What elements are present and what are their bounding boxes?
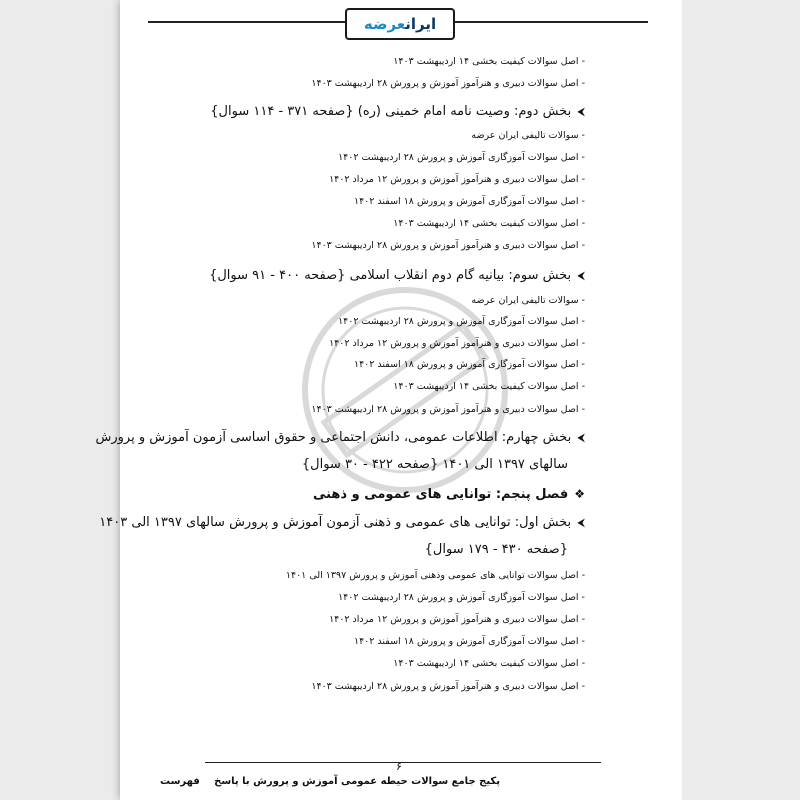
toc-text: بخش اول: توانایی های عمومی و ذهنی آزمون آموزش و پرورش سالهای ۱۳۹۷ الی ۱۴۰۳	[99, 515, 572, 530]
toc-subitem	[286, 570, 585, 581]
toc-subitem	[329, 614, 585, 625]
toc-text: - اصل سوالات دبیری و هنرآموز آموزش و پرورش ۲۸ اردیبهشت ۱۴۰۳	[311, 240, 585, 251]
toc-subitem	[311, 681, 585, 692]
toc-subitem	[311, 78, 585, 89]
toc-text: - اصل سوالات کیفیت بخشی ۱۴ اردیبهشت ۱۴۰۳	[393, 218, 585, 229]
toc-text: - اصل سوالات آموزگاری آموزش و پرورش ۱۸ اسفند ۱۴۰۲	[353, 636, 585, 647]
toc-text: - اصل سوالات کیفیت بخشی ۱۴ اردیبهشت ۱۴۰۳	[393, 658, 585, 669]
toc-text: - سوالات تالیفی ایران عرضه	[471, 295, 585, 306]
toc-text: - اصل سوالات توانایی های عمومی وذهنی آموزش و پرورش ۱۳۹۷ الی ۱۴۰۱	[285, 570, 585, 581]
toc-subitem	[393, 218, 585, 229]
toc-subitem	[471, 295, 585, 306]
toc-text: {صفحه ۴۳۰ - ۱۷۹ سوال}	[424, 542, 568, 557]
toc-subitem	[354, 196, 585, 207]
toc-text: - اصل سوالات آموزگاری آموزش و پرورش ۱۸ اسفند ۱۴۰۲	[353, 196, 585, 207]
toc-text: - اصل سوالات دبیری و هنرآموز آموزش و پرورش ۲۸ اردیبهشت ۱۴۰۳	[311, 78, 585, 89]
toc-section	[210, 104, 585, 119]
page-number: ۶	[396, 760, 402, 773]
toc-section	[99, 515, 585, 530]
toc-subitem	[311, 404, 585, 415]
toc-text: - اصل سوالات دبیری و هنرآموز آموزش و پرورش ۱۲ مرداد ۱۴۰۲	[329, 338, 585, 349]
footer-book-title: پکیج جامع سوالات حیطه عمومی آموزش و پرورش با پاسخ	[214, 776, 500, 787]
toc-text: - اصل سوالات آموزگاری آموزش و پرورش ۲۸ اردیبهشت ۱۴۰۲	[338, 592, 585, 603]
toc-text: فصل پنجم: توانایی های عمومی و ذهنی	[312, 487, 569, 502]
toc-text: - اصل سوالات دبیری و هنرآموز آموزش و پرورش ۱۲ مرداد ۱۴۰۲	[329, 614, 585, 625]
toc-text: بخش سوم: بیانیه گام دوم انقلاب اسلامی {صفحه ۴۰۰ - ۹۱ سوال}	[209, 268, 572, 283]
toc-subitem	[393, 658, 585, 669]
toc-text: - اصل سوالات دبیری و هنرآموز آموزش و پرورش ۲۸ اردیبهشت ۱۴۰۳	[311, 681, 585, 692]
toc-text: - اصل سوالات آموزگاری آموزش و پرورش ۱۸ اسفند ۱۴۰۲	[353, 359, 585, 370]
toc-text: بخش دوم: وصیت نامه امام خمینی (ره) {صفحه ۳۷۱ - ۱۱۴ سوال}	[210, 104, 572, 119]
chapter-diamond-icon: ❖	[574, 487, 585, 501]
section-arrow-icon: ⮜	[577, 516, 585, 529]
toc-text: - اصل سوالات کیفیت بخشی ۱۴ اردیبهشت ۱۴۰۳	[393, 56, 585, 67]
logo-text: ایرانعرضه	[363, 15, 437, 33]
toc-chapter	[313, 487, 585, 502]
toc-subitem	[311, 240, 585, 251]
toc-section	[425, 542, 568, 557]
toc-subitem	[354, 636, 585, 647]
toc-subitem	[338, 316, 585, 327]
toc-text: - اصل سوالات آموزگاری آموزش و پرورش ۲۸ اردیبهشت ۱۴۰۲	[338, 152, 585, 163]
toc-subitem	[329, 174, 585, 185]
toc-text: - اصل سوالات آموزگاری آموزش و پرورش ۲۸ اردیبهشت ۱۴۰۲	[338, 316, 585, 327]
toc-subitem	[329, 338, 585, 349]
toc-subitem	[471, 130, 585, 141]
toc-text: بخش چهارم: اطلاعات عمومی، دانش اجتماعی و حقوق اساسی آزمون آموزش و پرورش	[95, 430, 572, 445]
toc-text: - اصل سوالات دبیری و هنرآموز آموزش و پرورش ۲۸ اردیبهشت ۱۴۰۳	[311, 404, 585, 415]
toc-text: - اصل سوالات کیفیت بخشی ۱۴ اردیبهشت ۱۴۰۳	[393, 381, 585, 392]
toc-subitem	[354, 359, 585, 370]
footer-rule	[205, 762, 601, 763]
section-arrow-icon: ⮜	[577, 269, 585, 282]
toc-section	[96, 430, 586, 445]
toc-text: سالهای ۱۳۹۷ الی ۱۴۰۱ {صفحه ۴۲۲ - ۳۰ سوال}	[301, 457, 568, 472]
footer-section-label: فهرست	[160, 776, 200, 787]
toc-text: - سوالات تالیفی ایران عرضه	[471, 130, 585, 141]
section-arrow-icon: ⮜	[577, 105, 585, 118]
toc-subitem	[393, 56, 585, 67]
toc-text: - اصل سوالات دبیری و هنرآموز آموزش و پرورش ۱۲ مرداد ۱۴۰۲	[329, 174, 585, 185]
toc-subitem	[393, 381, 585, 392]
toc-subitem	[338, 592, 585, 603]
toc-section	[302, 457, 568, 472]
toc-subitem	[338, 152, 585, 163]
section-arrow-icon: ⮜	[577, 431, 585, 444]
toc-section	[209, 268, 585, 283]
